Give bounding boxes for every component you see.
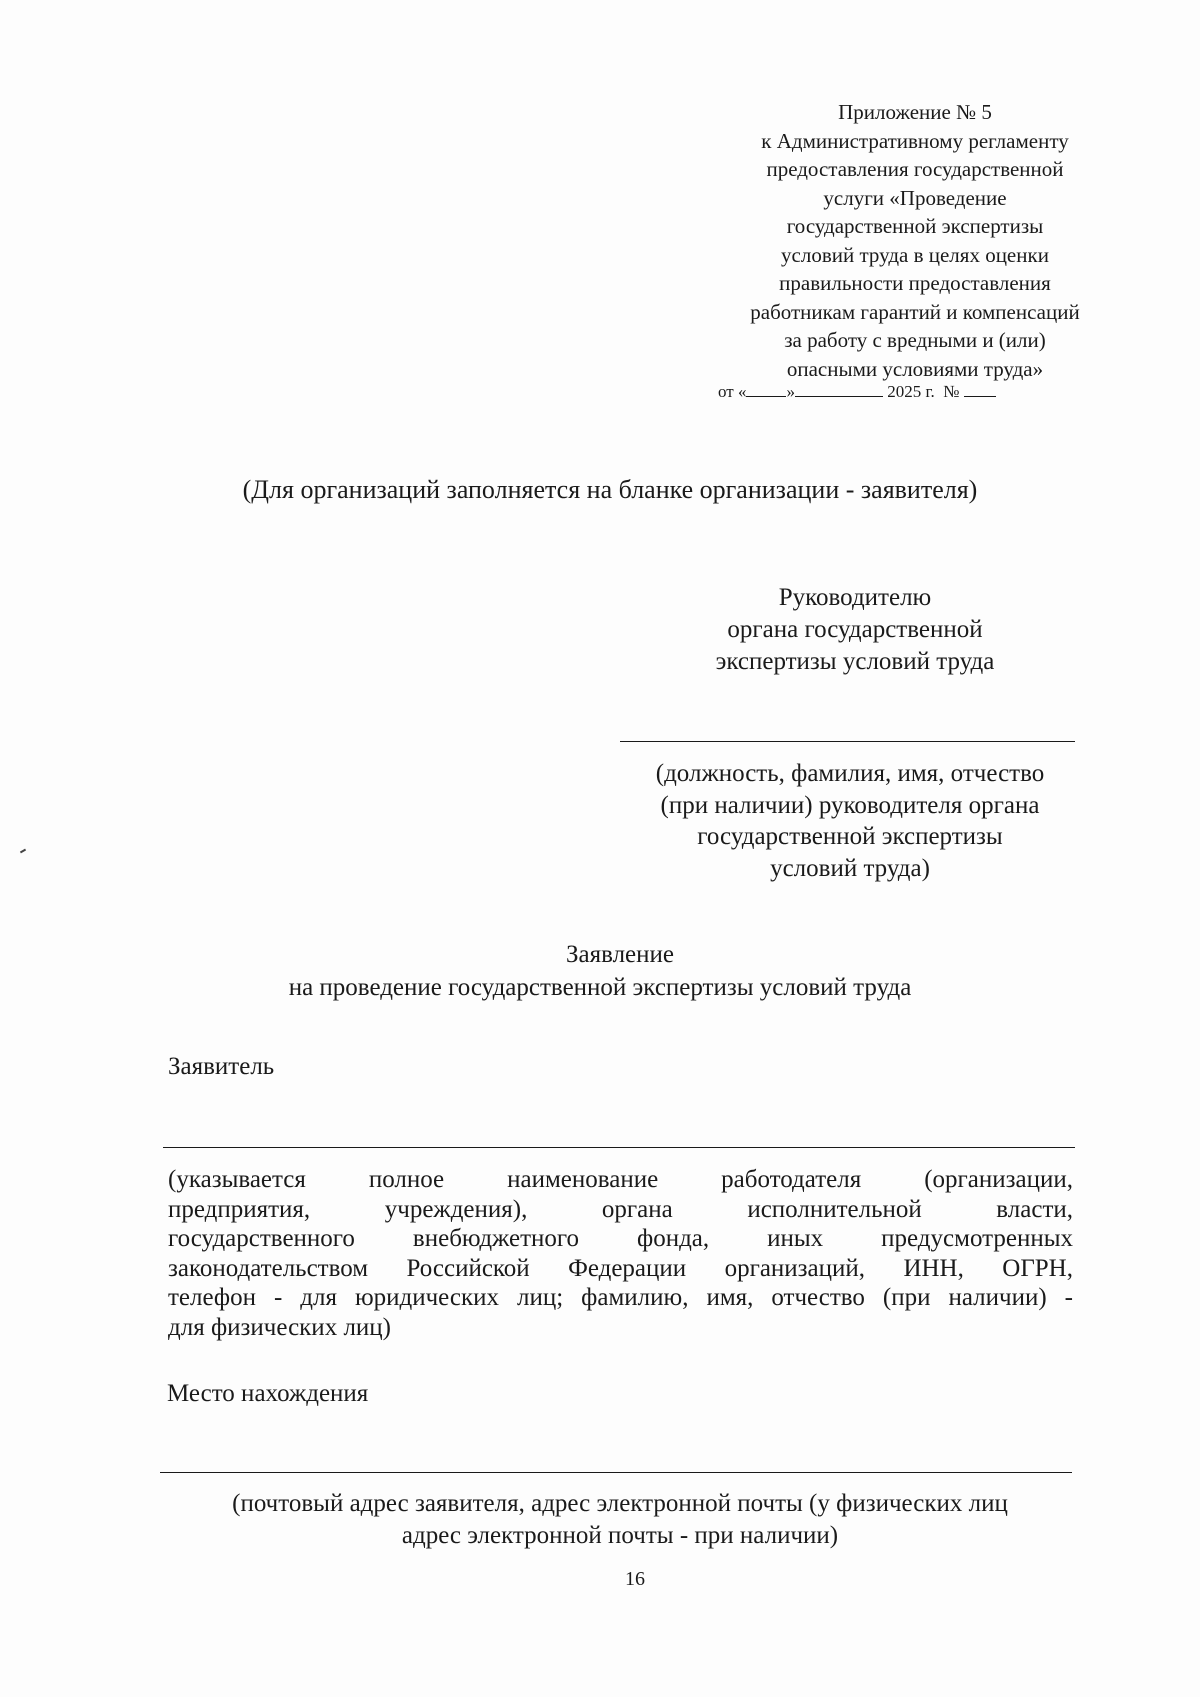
addressee-block: [640, 582, 1070, 678]
order-year: 2025 г.: [887, 382, 935, 401]
appendix-line: Приложение № 5: [838, 100, 992, 124]
addressee-line: экспертизы условий труда: [715, 648, 995, 675]
appendix-line: опасными условиями труда»: [786, 356, 1044, 381]
title-line: Заявление: [565, 941, 675, 968]
appendix-line: предоставления государственной: [766, 157, 1064, 181]
order-day-blank: [746, 380, 786, 397]
applicant-fill-line: [163, 1147, 1075, 1148]
addressee-line: органа государственной: [727, 616, 983, 643]
caption-line: (при наличии) руководителя органа: [660, 791, 1040, 819]
caption-line: (должность, фамилия, имя, отчество: [655, 760, 1045, 787]
application-title: [0, 938, 1200, 1004]
order-number-sign: №: [943, 382, 960, 401]
caption-line: для физических лиц): [168, 1313, 391, 1341]
location-label: Место нахождения: [167, 1380, 369, 1407]
appendix-line: услуги «Проведение: [823, 185, 1007, 210]
appendix-line: к Административному регламенту: [761, 128, 1069, 153]
appendix-line: условий труда в целях оценки: [781, 242, 1049, 267]
location-fill-line: [160, 1472, 1072, 1473]
caption-line: государственного внебюджетного фонда, иных предусмотренных: [168, 1225, 1073, 1252]
appendix-line: правильности предоставления: [779, 271, 1051, 295]
caption-line: телефон - для юридических лиц; фамилию, имя, отчество (при наличии) -: [168, 1284, 1073, 1311]
caption-line: (почтовый адрес заявителя, адрес электронной почты (у физических лиц: [232, 1490, 1008, 1517]
letterhead-note: (Для организаций заполняется на бланке организации - заявителя): [242, 475, 978, 504]
caption-line: (указывается полное наименование работодателя (организации,: [168, 1166, 1073, 1193]
appendix-line: работникам гарантий и компенсаций: [750, 299, 1080, 324]
addressee-line: Руководителю: [778, 584, 932, 611]
order-month-blank: [795, 380, 883, 397]
order-prefix: от «: [718, 382, 747, 401]
caption-line: адрес электронной почты - при наличии): [401, 1522, 839, 1549]
addressee-fill-line: [620, 741, 1075, 742]
order-date-line: [718, 380, 996, 402]
caption-line: предприятия, учреждения), органа исполнительной власти,: [168, 1195, 1073, 1223]
scan-speck: [20, 849, 26, 854]
addressee-caption: [610, 758, 1090, 884]
applicant-label: Заявитель: [168, 1053, 275, 1080]
order-number-blank: [964, 380, 996, 397]
caption-line: условий труда): [770, 854, 930, 882]
applicant-caption: [168, 1165, 1073, 1342]
subtitle-line: на проведение государственной экспертизы условий труда: [288, 974, 912, 1001]
order-mid: »: [786, 382, 795, 401]
appendix-header: [700, 98, 1130, 383]
appendix-line: государственной экспертизы: [786, 214, 1044, 238]
page-number: 16: [625, 1568, 645, 1590]
location-caption: [140, 1488, 1100, 1552]
caption-line: законодательством Российской Федерации организаций, ИНН, ОГРН,: [168, 1254, 1073, 1282]
appendix-line: за работу с вредными и (или): [784, 328, 1046, 352]
caption-line: государственной экспертизы: [697, 823, 1003, 850]
